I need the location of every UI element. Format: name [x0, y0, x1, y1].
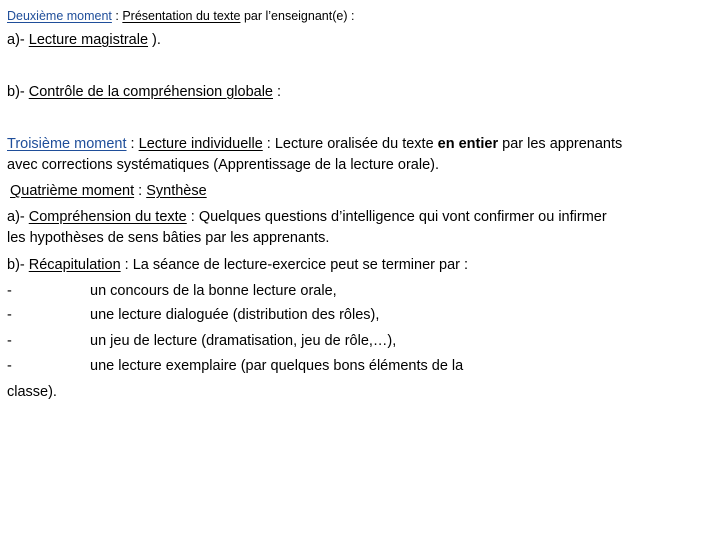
line-hypotheses: les hypothèses de sens bâties par les apprenants.	[7, 230, 330, 246]
lecture-individuelle: Lecture individuelle	[138, 136, 263, 152]
lecture-magistrale-heading: Lecture magistrale	[28, 32, 149, 48]
line-recapitulation: b)- Récapitulation : La séance de lecture-exercice peut se terminer par :	[7, 257, 469, 273]
bullet-dash: -	[7, 333, 12, 349]
bullet-item: un jeu de lecture (dramatisation, jeu de rôle,…),	[90, 333, 397, 349]
line-controle-comprehension: b)- Contrôle de la compréhension globale :	[7, 84, 282, 100]
line-deuxieme-moment: Deuxième moment : Présentation du texte par l’enseignant(e) :	[7, 9, 355, 23]
bullet-dash: -	[7, 358, 12, 374]
deuxieme-moment-heading: Deuxième moment	[7, 9, 112, 23]
synthese: Synthèse	[146, 183, 207, 199]
en-entier: en entier	[437, 136, 499, 152]
recapitulation-heading: Récapitulation	[28, 257, 121, 273]
bullet-dash: -	[7, 283, 12, 299]
comprehension-du-texte-heading: Compréhension du texte	[28, 209, 187, 225]
line-comprehension-texte: a)- Compréhension du texte : Quelques questions d’intelligence qui vont confirmer ou infirmer	[7, 209, 607, 225]
bullet-item: une lecture dialoguée (distribution des rôles),	[90, 307, 380, 323]
line-lecture-magistrale: a)- Lecture magistrale ).	[7, 32, 161, 48]
quatrieme-moment-heading: Quatrième moment	[10, 183, 135, 199]
line-quatrieme-moment: Quatrième moment : Synthèse	[10, 183, 207, 199]
bullet-dash: -	[7, 307, 12, 323]
presentation-du-texte: Présentation du texte	[122, 9, 241, 23]
bullet-item: un concours de la bonne lecture orale,	[90, 283, 337, 299]
line-corrections: avec corrections systématiques (Apprentissage de la lecture orale).	[7, 157, 439, 173]
bullet-item: une lecture exemplaire (par quelques bons éléments de la	[90, 358, 464, 374]
controle-comprehension-heading: Contrôle de la compréhension globale	[28, 84, 273, 100]
line-troisieme-moment: Troisième moment : Lecture individuelle : Lecture oralisée du texte en entier par les apprenants	[7, 136, 623, 152]
line-classe: classe).	[7, 384, 57, 400]
troisieme-moment-heading: Troisième moment	[7, 136, 127, 152]
